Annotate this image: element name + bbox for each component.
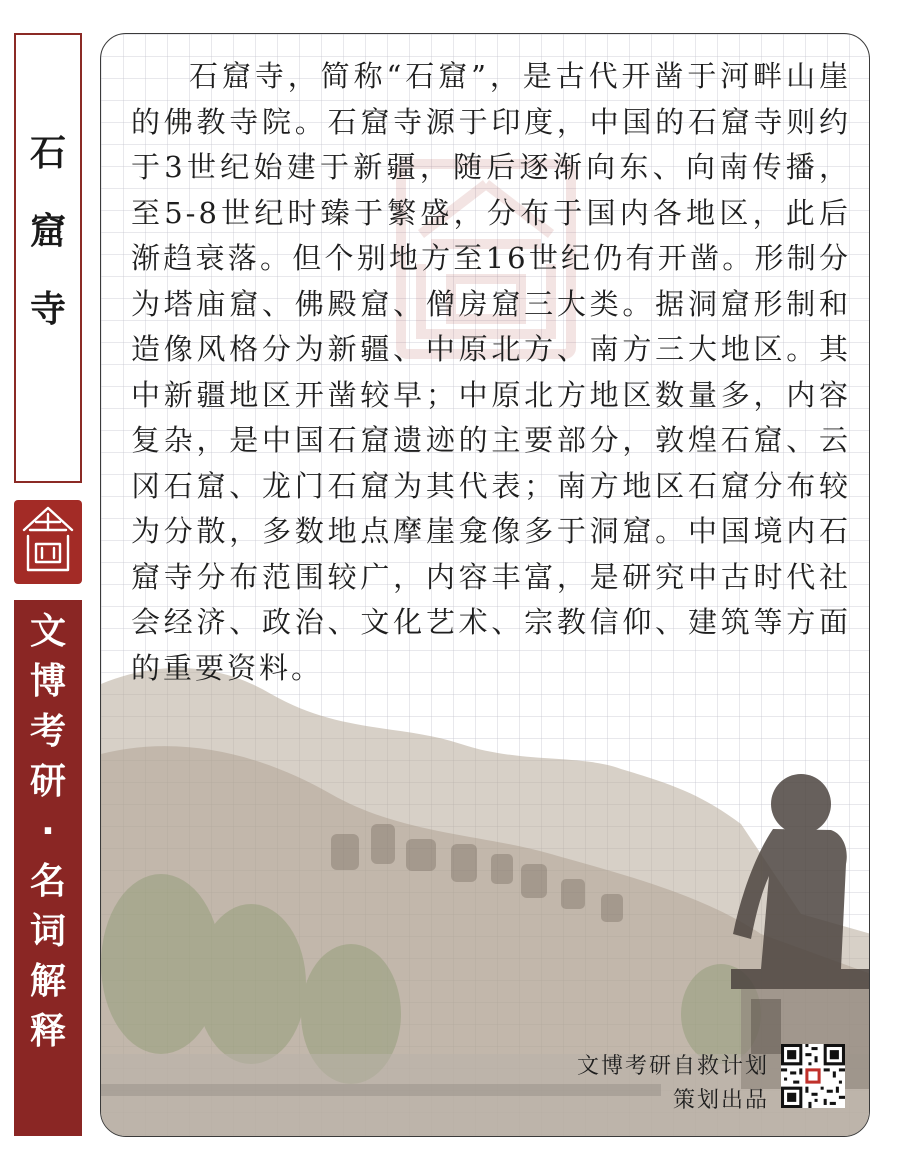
title-char: 窟 [29,210,66,252]
category-char: 释 [29,1011,66,1052]
category-char: 文 [29,611,66,652]
category-char: · [41,811,55,852]
category-char: 名 [29,861,66,902]
seal-logo-icon [14,500,82,584]
category-label [14,611,82,1064]
category-char: 研 [29,761,66,802]
category-char: 词 [29,911,66,952]
qr-code-icon[interactable] [781,1044,845,1108]
definition-text: 石窟寺，简称“石窟”，是古代开凿于河畔山崖的佛教寺院。石窟寺源于印度，中国的石窟寺则约于3世纪始建于新疆，随后逐渐向东、向南传播，至5-8世纪时臻于繁盛，分布于国内各地区，此后渐趋衰落。但个别地方至16世纪仍有开凿。形制分为塔庙窟、佛殿窟、僧房窟三大类。据洞窟形制和造像风格分为新疆、中原北方、南方三大地区。其中新疆地区开凿较早；中原北方地区数量多，内容复杂，是中国石窟遗迹的主要部分，敦煌石窟、云冈石窟、龙门石窟为其代表；南方地区石窟分布较为分散，多数地点摩崖龛像多于洞窟。中国境内石窟寺分布范围较广，内容丰富，是研究中古时代社会经济、政治、文化艺术、宗教信仰、建筑等方面的重要资料。 [131,59,851,685]
credit-line-production: 策划出品 [672,1088,769,1113]
category-char: 考 [29,711,66,752]
title-char: 石 [29,132,66,174]
category-bar [14,600,82,1136]
category-char: 博 [29,661,66,702]
title-char: 寺 [29,288,66,330]
definition-card [100,33,870,1137]
category-char: 解 [29,961,66,1002]
entry-title [16,132,80,369]
title-box [14,33,82,483]
credit-line-producer: 文博考研自救计划 [576,1054,769,1079]
